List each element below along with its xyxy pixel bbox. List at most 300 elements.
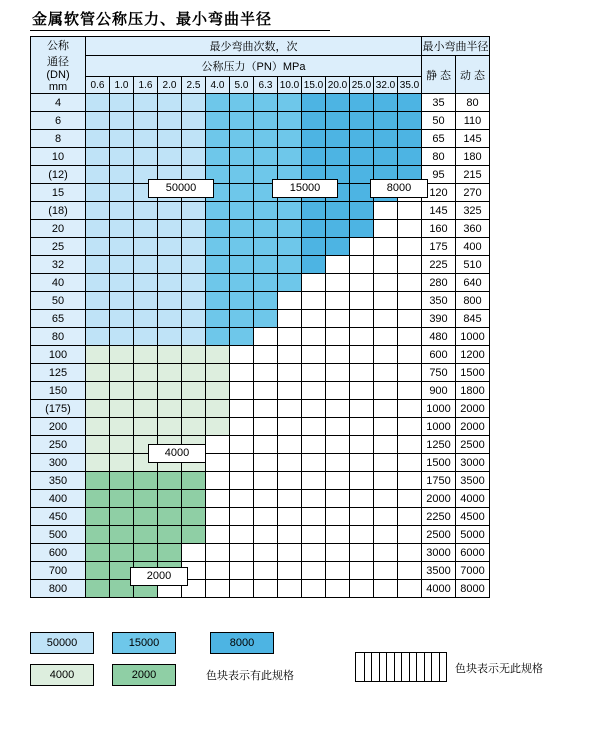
striped-note: 色块表示无此规格 (455, 663, 543, 675)
dn-value: 10 (31, 148, 86, 166)
static-radius-value: 175 (422, 238, 456, 256)
spec-cell (182, 220, 206, 238)
spec-cell (278, 472, 302, 490)
dn-value: 450 (31, 508, 86, 526)
spec-cell (230, 364, 254, 382)
spec-cell (110, 526, 134, 544)
static-radius-value: 225 (422, 256, 456, 274)
spec-cell (230, 346, 254, 364)
legend-swatch: 8000 (210, 632, 274, 654)
spec-cell (326, 580, 350, 598)
radius-dynamic-header: 动 态 (456, 56, 490, 94)
spec-cell (374, 508, 398, 526)
spec-cell (206, 292, 230, 310)
legend-swatch: 15000 (112, 632, 176, 654)
spec-cell (86, 400, 110, 418)
spec-cell (398, 544, 422, 562)
static-radius-value: 145 (422, 202, 456, 220)
pressure-col-header: 0.6 (86, 77, 110, 94)
spec-cell (278, 130, 302, 148)
spec-cell (206, 562, 230, 580)
spec-cell (158, 472, 182, 490)
spec-cell (302, 220, 326, 238)
spec-cell (326, 562, 350, 580)
spec-cell (374, 112, 398, 130)
spec-cell (374, 580, 398, 598)
pressure-header: 公称压力（PN）MPa (86, 56, 422, 77)
table-row (31, 382, 490, 400)
spec-cell (278, 148, 302, 166)
spec-cell (398, 418, 422, 436)
spec-cell (230, 544, 254, 562)
spec-cell (374, 274, 398, 292)
spec-cell (230, 238, 254, 256)
spec-cell (110, 454, 134, 472)
static-radius-value: 2500 (422, 526, 456, 544)
spec-cell (350, 508, 374, 526)
spec-cell (278, 94, 302, 112)
spec-cell (110, 148, 134, 166)
dn-value: 150 (31, 382, 86, 400)
spec-cell (158, 382, 182, 400)
spec-cell (398, 400, 422, 418)
spec-cell (254, 508, 278, 526)
spec-cell (302, 544, 326, 562)
static-radius-value: 65 (422, 130, 456, 148)
dynamic-radius-value: 1800 (456, 382, 490, 400)
spec-cell (86, 382, 110, 400)
spec-cell (110, 184, 134, 202)
spec-cell (86, 166, 110, 184)
static-radius-value: 3500 (422, 562, 456, 580)
spec-cell (206, 130, 230, 148)
spec-cell (254, 472, 278, 490)
spec-cell (278, 454, 302, 472)
spec-cell (134, 418, 158, 436)
spec-cell (326, 274, 350, 292)
spec-cell (350, 94, 374, 112)
spec-cell (134, 490, 158, 508)
dn-value: (175) (31, 400, 86, 418)
spec-cell (206, 382, 230, 400)
table-row (31, 256, 490, 274)
stripe-line (409, 653, 410, 681)
spec-cell (86, 94, 110, 112)
spec-cell (230, 400, 254, 418)
table-row (31, 418, 490, 436)
dn-header-cell (31, 37, 86, 94)
dynamic-radius-value: 2500 (456, 436, 490, 454)
spec-cell (206, 256, 230, 274)
spec-cell (158, 130, 182, 148)
spec-cell (374, 346, 398, 364)
spec-table (30, 36, 490, 598)
spec-cell (302, 400, 326, 418)
pressure-col-header: 25.0 (350, 77, 374, 94)
spec-cell (350, 130, 374, 148)
legend-color-note: 色块表示有此规格 (206, 670, 294, 682)
table-row (31, 310, 490, 328)
spec-cell (326, 544, 350, 562)
spec-cell (110, 202, 134, 220)
spec-cell (326, 508, 350, 526)
spec-cell (110, 472, 134, 490)
spec-cell (350, 364, 374, 382)
spec-cell (374, 436, 398, 454)
static-radius-value: 95 (422, 166, 456, 184)
spec-cell (110, 94, 134, 112)
spec-cell (302, 292, 326, 310)
spec-cell (254, 580, 278, 598)
spec-cell (158, 94, 182, 112)
spec-cell (254, 436, 278, 454)
spec-cell (302, 580, 326, 598)
dn-value: 6 (31, 112, 86, 130)
dn-value: 700 (31, 562, 86, 580)
dynamic-radius-value: 110 (456, 112, 490, 130)
head-row-2 (31, 56, 490, 77)
spec-cell (134, 112, 158, 130)
static-radius-value: 2250 (422, 508, 456, 526)
dynamic-radius-value: 845 (456, 310, 490, 328)
spec-cell (278, 382, 302, 400)
spec-cell (374, 472, 398, 490)
grid-badge: 8000 (370, 179, 428, 198)
spec-cell (230, 148, 254, 166)
spec-cell (86, 562, 110, 580)
spec-cell (254, 490, 278, 508)
spec-cell (350, 328, 374, 346)
spec-cell (302, 94, 326, 112)
spec-cell (374, 382, 398, 400)
spec-cell (230, 274, 254, 292)
spec-cell (350, 148, 374, 166)
spec-cell (230, 310, 254, 328)
dynamic-radius-value: 3500 (456, 472, 490, 490)
dynamic-radius-value: 80 (456, 94, 490, 112)
dynamic-radius-value: 800 (456, 292, 490, 310)
spec-cell (398, 130, 422, 148)
spec-cell (86, 202, 110, 220)
spec-cell (134, 202, 158, 220)
dynamic-radius-value: 640 (456, 274, 490, 292)
spec-cell (278, 202, 302, 220)
spec-cell (278, 364, 302, 382)
spec-cell (86, 184, 110, 202)
spec-cell (326, 472, 350, 490)
dynamic-radius-value: 4000 (456, 490, 490, 508)
spec-cell (374, 526, 398, 544)
spec-cell (398, 328, 422, 346)
spec-cell (398, 310, 422, 328)
spec-cell (230, 256, 254, 274)
spec-cell (182, 202, 206, 220)
table-row (31, 472, 490, 490)
spec-cell (350, 400, 374, 418)
spec-cell (398, 454, 422, 472)
pressure-col-header: 15.0 (302, 77, 326, 94)
dynamic-radius-value: 3000 (456, 454, 490, 472)
spec-cell (110, 112, 134, 130)
spec-cell (278, 544, 302, 562)
static-radius-value: 750 (422, 364, 456, 382)
spec-cell (86, 508, 110, 526)
spec-cell (134, 364, 158, 382)
spec-cell (182, 274, 206, 292)
dynamic-radius-value: 215 (456, 166, 490, 184)
spec-cell (86, 292, 110, 310)
spec-cell (86, 256, 110, 274)
spec-cell (326, 454, 350, 472)
spec-cell (326, 310, 350, 328)
spec-cell (398, 490, 422, 508)
table-row (31, 274, 490, 292)
spec-cell (182, 418, 206, 436)
spec-cell (302, 256, 326, 274)
spec-cell (398, 238, 422, 256)
spec-cell (206, 238, 230, 256)
spec-cell (86, 544, 110, 562)
spec-cell (86, 526, 110, 544)
dynamic-radius-value: 325 (456, 202, 490, 220)
spec-cell (158, 346, 182, 364)
pressure-col-header: 10.0 (278, 77, 302, 94)
spec-cell (134, 94, 158, 112)
spec-cell (398, 580, 422, 598)
spec-cell (326, 112, 350, 130)
dynamic-radius-value: 180 (456, 148, 490, 166)
spec-cell (110, 382, 134, 400)
spec-cell (302, 328, 326, 346)
spec-cell (302, 346, 326, 364)
spec-cell (374, 292, 398, 310)
spec-cell (134, 328, 158, 346)
spec-cell (374, 454, 398, 472)
spec-cell (110, 238, 134, 256)
dn-line-4: mm (48, 81, 68, 93)
spec-cell (350, 454, 374, 472)
spec-cell (326, 130, 350, 148)
spec-cell (86, 436, 110, 454)
spec-cell (398, 526, 422, 544)
spec-cell (254, 526, 278, 544)
spec-cell (278, 490, 302, 508)
spec-cell (158, 220, 182, 238)
dn-value: 50 (31, 292, 86, 310)
spec-cell (230, 202, 254, 220)
radius-static-header: 静 态 (422, 56, 456, 94)
spec-cell (302, 364, 326, 382)
spec-cell (182, 472, 206, 490)
spec-cell (110, 292, 134, 310)
spec-cell (182, 346, 206, 364)
spec-cell (350, 490, 374, 508)
spec-cell (326, 364, 350, 382)
spec-cell (350, 238, 374, 256)
spec-cell (182, 292, 206, 310)
spec-cell (182, 310, 206, 328)
spec-cell (350, 580, 374, 598)
spec-cell (230, 166, 254, 184)
spec-cell (398, 472, 422, 490)
spec-cell (254, 382, 278, 400)
spec-cell (254, 454, 278, 472)
spec-cell (302, 526, 326, 544)
dynamic-radius-value: 1200 (456, 346, 490, 364)
static-radius-value: 3000 (422, 544, 456, 562)
spec-cell (134, 400, 158, 418)
spec-cell (326, 400, 350, 418)
spec-cell (158, 364, 182, 382)
static-radius-value: 50 (422, 112, 456, 130)
dn-value: 300 (31, 454, 86, 472)
table-body (31, 94, 490, 598)
spec-cell (206, 202, 230, 220)
spec-cell (110, 508, 134, 526)
dn-line-1: 公称 (47, 40, 69, 52)
pressure-col-header: 32.0 (374, 77, 398, 94)
table-row (31, 436, 490, 454)
spec-cell (326, 346, 350, 364)
spec-cell (254, 400, 278, 418)
spec-cell (374, 148, 398, 166)
spec-cell (374, 544, 398, 562)
spec-cell (158, 238, 182, 256)
spec-cell (302, 436, 326, 454)
dn-line-2: 通径 (47, 56, 69, 68)
stripe-line (386, 653, 387, 681)
spec-cell (110, 274, 134, 292)
dynamic-radius-value: 8000 (456, 580, 490, 598)
spec-cell (302, 148, 326, 166)
static-radius-value: 900 (422, 382, 456, 400)
stripe-line (416, 653, 417, 681)
spec-cell (350, 112, 374, 130)
stripe-line (364, 653, 365, 681)
spec-cell (302, 112, 326, 130)
dn-value: 32 (31, 256, 86, 274)
spec-cell (182, 364, 206, 382)
grid-badge: 2000 (130, 567, 188, 586)
table-row (31, 202, 490, 220)
legend-row-blue (30, 632, 570, 654)
dn-value: 80 (31, 328, 86, 346)
spec-cell (206, 328, 230, 346)
static-radius-value: 160 (422, 220, 456, 238)
grid-badge: 4000 (148, 444, 206, 463)
spec-cell (326, 436, 350, 454)
spec-cell (398, 94, 422, 112)
spec-cell (182, 400, 206, 418)
spec-cell (350, 382, 374, 400)
spec-cell (206, 346, 230, 364)
spec-cell (278, 418, 302, 436)
dynamic-radius-value: 360 (456, 220, 490, 238)
spec-cell (278, 400, 302, 418)
table-row (31, 580, 490, 598)
spec-cell (398, 436, 422, 454)
spec-cell (206, 364, 230, 382)
spec-cell (350, 544, 374, 562)
dn-value: 250 (31, 436, 86, 454)
spec-cell (182, 490, 206, 508)
spec-cell (374, 310, 398, 328)
spec-cell (398, 382, 422, 400)
table-row (31, 220, 490, 238)
spec-cell (278, 580, 302, 598)
spec-cell (326, 490, 350, 508)
spec-cell (374, 400, 398, 418)
spec-cell (86, 130, 110, 148)
static-radius-value: 1750 (422, 472, 456, 490)
spec-cell (230, 526, 254, 544)
table-row (31, 490, 490, 508)
pressure-col-header: 2.5 (182, 77, 206, 94)
spec-cell (158, 292, 182, 310)
spec-cell (206, 148, 230, 166)
grid-badge: 50000 (148, 179, 214, 198)
dn-value: 15 (31, 184, 86, 202)
spec-cell (182, 256, 206, 274)
spec-cell (302, 382, 326, 400)
spec-cell (302, 274, 326, 292)
spec-cell (350, 202, 374, 220)
table-row (31, 94, 490, 112)
spec-cell (110, 400, 134, 418)
static-radius-value: 480 (422, 328, 456, 346)
dn-value: 800 (31, 580, 86, 598)
spec-cell (278, 562, 302, 580)
spec-cell (398, 202, 422, 220)
static-radius-value: 35 (422, 94, 456, 112)
spec-cell (134, 292, 158, 310)
spec-cell (350, 292, 374, 310)
spec-cell (110, 490, 134, 508)
dynamic-radius-value: 270 (456, 184, 490, 202)
spec-cell (254, 202, 278, 220)
dn-value: (18) (31, 202, 86, 220)
spec-cell (350, 472, 374, 490)
spec-cell (134, 508, 158, 526)
spec-cell (398, 274, 422, 292)
static-radius-value: 600 (422, 346, 456, 364)
table-row (31, 562, 490, 580)
spec-cell (254, 364, 278, 382)
spec-cell (134, 310, 158, 328)
spec-cell (302, 562, 326, 580)
dn-value: 40 (31, 274, 86, 292)
dynamic-radius-value: 4500 (456, 508, 490, 526)
page-title: 金属软管公称压力、最小弯曲半径 (32, 10, 273, 28)
spec-cell (230, 184, 254, 202)
dn-value: 25 (31, 238, 86, 256)
stripe-line (439, 653, 440, 681)
dn-value: 100 (31, 346, 86, 364)
spec-cell (158, 490, 182, 508)
spec-cell (230, 562, 254, 580)
spec-cell (158, 202, 182, 220)
dn-value: 500 (31, 526, 86, 544)
dn-value: 4 (31, 94, 86, 112)
spec-cell (230, 220, 254, 238)
spec-cell (182, 508, 206, 526)
spec-cell (398, 292, 422, 310)
spec-cell (206, 418, 230, 436)
spec-cell (86, 580, 110, 598)
spec-cell (206, 580, 230, 598)
spec-cell (110, 364, 134, 382)
spec-cell (326, 238, 350, 256)
